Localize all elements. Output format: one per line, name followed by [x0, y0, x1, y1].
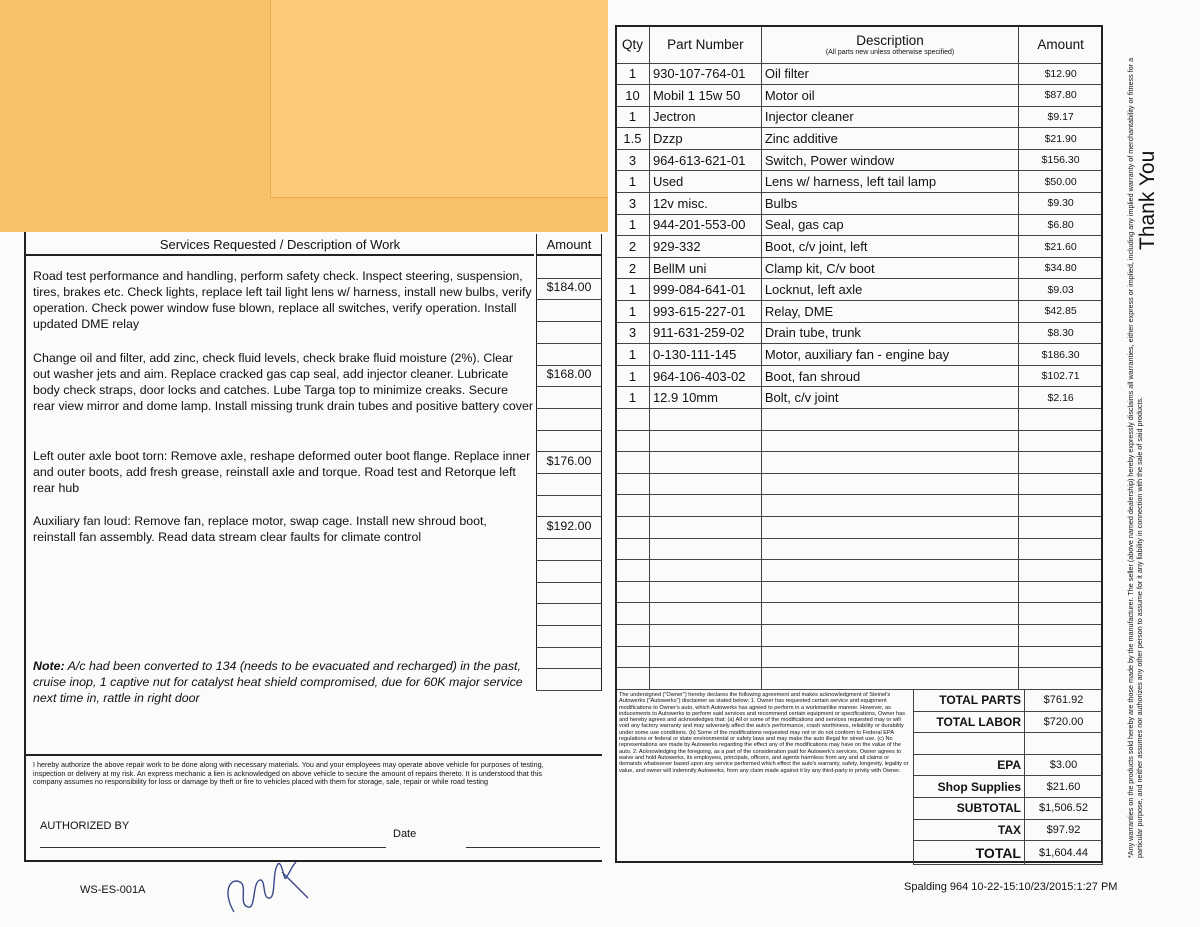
footer-stamp: Spalding 964 10-22-15:10/23/2015:1:27 PM: [904, 881, 1118, 893]
totals-row: [914, 711, 1103, 733]
part-number: [649, 538, 761, 560]
part-description: Switch, Power window: [761, 149, 1018, 171]
table-row: [616, 495, 1103, 517]
part-amount: $21.90: [1019, 128, 1103, 150]
part-amount: $9.30: [1019, 193, 1103, 215]
part-number: 944-201-553-00: [649, 214, 761, 236]
part-amount: [1019, 430, 1103, 452]
part-amount: $102.71: [1019, 365, 1103, 387]
part-amount: $12.90: [1019, 63, 1103, 85]
service-note: [33, 658, 533, 706]
table-row: [616, 63, 1103, 85]
description-header: [761, 26, 1018, 63]
service-amount: $168.00: [546, 367, 592, 381]
part-amount: [1019, 452, 1103, 474]
table-row: [616, 387, 1103, 409]
parts-table: [615, 25, 1103, 690]
part-qty: [616, 516, 650, 538]
amount-row-line: [536, 495, 602, 496]
part-amount: [1019, 668, 1103, 690]
part-qty: 1: [616, 214, 650, 236]
authorization-divider: [26, 754, 602, 756]
part-number: Mobil 1 15w 50: [649, 85, 761, 107]
part-amount: [1019, 646, 1103, 668]
part-description: Clamp kit, C/v boot: [761, 257, 1018, 279]
totals-label: SUBTOTAL: [914, 797, 1025, 819]
part-description: Seal, gas cap: [761, 214, 1018, 236]
totals-value: $97.92: [1025, 819, 1103, 841]
part-amount: $42.85: [1019, 301, 1103, 323]
part-number: 12v misc.: [649, 193, 761, 215]
amount-row-line: [536, 625, 602, 626]
part-number: [649, 473, 761, 495]
part-description: Motor oil: [761, 85, 1018, 107]
table-row: [616, 257, 1103, 279]
part-qty: 1: [616, 63, 650, 85]
part-number: 911-631-259-02: [649, 322, 761, 344]
part-number: Jectron: [649, 106, 761, 128]
description-header-label: Description: [856, 32, 924, 48]
part-description: Bulbs: [761, 193, 1018, 215]
table-row: [616, 322, 1103, 344]
part-number: 12.9 10mm: [649, 387, 761, 409]
part-description: [761, 668, 1018, 690]
part-number: 964-106-403-02: [649, 365, 761, 387]
part-qty: 2: [616, 236, 650, 258]
part-amount: $21.60: [1019, 236, 1103, 258]
table-row: [616, 624, 1103, 646]
part-description: [761, 452, 1018, 474]
totals-row: [914, 690, 1103, 712]
part-qty: 1: [616, 301, 650, 323]
table-row: [616, 301, 1103, 323]
part-number: 0-130-111-145: [649, 344, 761, 366]
totals-row: [914, 754, 1103, 776]
part-number: Dzzp: [649, 128, 761, 150]
part-qty: [616, 473, 650, 495]
part-description: [761, 473, 1018, 495]
totals-value: [1025, 733, 1103, 755]
part-number: Used: [649, 171, 761, 193]
table-row: [616, 473, 1103, 495]
totals-row: [914, 776, 1103, 798]
part-number: 964-613-621-01: [649, 149, 761, 171]
amount-row-line: [536, 451, 602, 452]
totals-label: [914, 733, 1025, 755]
part-amount: $156.30: [1019, 149, 1103, 171]
part-amount: [1019, 409, 1103, 431]
signature-line: [40, 847, 386, 848]
part-number: 929-332: [649, 236, 761, 258]
table-row: [616, 149, 1103, 171]
amount-row-line: [536, 430, 602, 431]
totals-row: [914, 841, 1103, 865]
table-row: [616, 344, 1103, 366]
services-amount-heading: Amount: [536, 234, 602, 256]
date-line: [466, 847, 600, 848]
part-number-header: Part Number: [649, 26, 761, 63]
part-qty: [616, 560, 650, 582]
totals-value: $1,604.44: [1025, 841, 1103, 865]
qty-header: Qty: [616, 26, 650, 63]
part-number: BellM uni: [649, 257, 761, 279]
part-qty: [616, 538, 650, 560]
part-amount: $34.80: [1019, 257, 1103, 279]
amount-row-line: [536, 668, 602, 669]
totals-label: TOTAL PARTS: [914, 690, 1025, 712]
table-row: [616, 581, 1103, 603]
amount-row-line: [536, 582, 602, 583]
amount-row-line: [536, 473, 602, 474]
totals-row: [914, 797, 1103, 819]
part-number: [649, 430, 761, 452]
services-heading: Services Requested / Description of Work: [26, 234, 534, 256]
part-qty: 3: [616, 322, 650, 344]
table-row: [616, 214, 1103, 236]
part-amount: [1019, 624, 1103, 646]
table-row: [616, 171, 1103, 193]
part-number: 999-084-641-01: [649, 279, 761, 301]
part-amount: $8.30: [1019, 322, 1103, 344]
part-qty: [616, 603, 650, 625]
amount-row-line: [536, 408, 602, 409]
part-description: [761, 430, 1018, 452]
part-qty: [616, 624, 650, 646]
part-number: [649, 624, 761, 646]
part-description: Zinc additive: [761, 128, 1018, 150]
part-description: Boot, c/v joint, left: [761, 236, 1018, 258]
totals-value: $3.00: [1025, 754, 1103, 776]
table-row: [616, 668, 1103, 690]
totals-label: TOTAL LABOR: [914, 711, 1025, 733]
part-qty: 3: [616, 193, 650, 215]
part-number: [649, 495, 761, 517]
part-qty: [616, 409, 650, 431]
amount-row-line: [536, 321, 602, 322]
part-qty: [616, 495, 650, 517]
note-label: Note:: [33, 659, 65, 673]
part-amount: $9.03: [1019, 279, 1103, 301]
part-qty: 1: [616, 344, 650, 366]
part-amount: [1019, 516, 1103, 538]
part-qty: 1: [616, 106, 650, 128]
amount-header: Amount: [1019, 26, 1103, 63]
part-description: Relay, DME: [761, 301, 1018, 323]
table-row: [616, 85, 1103, 107]
agreement-text: The undersigned ("Owner") hereby declares the following agreement and makes acknowledgment of Steinel's Autowerks ("Autowerks") disclaimer as stated below: 1. Owner has requested certain service and equipment modifications to Owner's auto, which Autowerks has agreed to perform in a workmanlike manner. However, as inducements to Autowerks to perform said services and recommend certain equipment or specifications, Owner has and hereby agrees and acknowledges that: (a) All or some of the modifications and services requested may or will void any factory warranty and may adversely affect the auto's performance, crash worthiness, reliability or durability under some use conditions. (b) Some of the modifications requested may not or do not conform to Federal EPA regulations or federal or state environmental or safety laws and may make the auto illegal for street use. (c) No representations are made by Autowerks regarding the effect any of the modifications may have on the value of the auto. 2. Acknowledging the foregoing, as a part of the consideration paid for Autowerk's services, Owner agrees to waive and hold Autowerks, its employees, principals, officers, and agents harmless from any and all claims or demands whatsoever based upon any service performed which effect the auto's warranty, safety, longevity, legality or value, and owner will indemnify Autowerks, from any claim made against it by any third-party in privity with Owner.: [619, 692, 909, 774]
service-item: Road test performance and handling, perform safety check. Inspect steering, suspension, tires, brakes etc. Check lights, replace left tail light lens w/ harness, install new bulbs, verify operation. Check power window fuse blown, replace all switches, verify operation. Install updated DME relay: [33, 269, 532, 331]
totals-label: Shop Supplies: [914, 776, 1025, 798]
part-qty: 2: [616, 257, 650, 279]
table-row: [616, 193, 1103, 215]
part-qty: [616, 668, 650, 690]
date-label: Date: [393, 828, 417, 840]
part-amount: [1019, 538, 1103, 560]
totals-value: $1,506.52: [1025, 797, 1103, 819]
service-item: Change oil and filter, add zinc, check fluid levels, check brake fluid moisture (2%). Clear out washer jets and aim. Replace cracked gas cap seal, add injector cleaner. Lubricate body check straps, door locks and catches. Lube Targa top to minimize creaks. Secure rear view mirror and dome lamp. Install missing trunk drain tubes and positive battery cover: [33, 351, 533, 413]
thank-you-text: Thank You: [1136, 150, 1159, 250]
warranty-disclaimer: *Any warranties on the products sold hereby are those made by the manufacturer. The seller (above named dealership) hereby expressly disclaims all warranties, either express or implied, including any implied warranty of merchantability or fitness for a particular purpose, and neither assumes nor authorizes any other person to assume for it any liability in connection with the sale of said products.: [1126, 57, 1144, 858]
totals-value: $21.60: [1025, 776, 1103, 798]
part-description: Injector cleaner: [761, 106, 1018, 128]
totals-label: TOTAL: [914, 841, 1025, 865]
part-qty: 10: [616, 85, 650, 107]
table-row: [616, 560, 1103, 582]
totals-label: EPA: [914, 754, 1025, 776]
part-description: Oil filter: [761, 63, 1018, 85]
part-qty: 1: [616, 387, 650, 409]
part-number: [649, 603, 761, 625]
part-qty: 1: [616, 365, 650, 387]
part-number: [649, 646, 761, 668]
part-amount: $9.17: [1019, 106, 1103, 128]
sticky-note-overlay: [270, 0, 608, 198]
amount-row-line: [536, 603, 602, 604]
part-amount: $87.80: [1019, 85, 1103, 107]
part-amount: [1019, 603, 1103, 625]
part-qty: 1: [616, 171, 650, 193]
part-amount: $186.30: [1019, 344, 1103, 366]
table-row: [616, 365, 1103, 387]
part-amount: [1019, 473, 1103, 495]
part-description: [761, 409, 1018, 431]
part-description: Locknut, left axle: [761, 279, 1018, 301]
table-row: [616, 516, 1103, 538]
amount-row-line: [536, 560, 602, 561]
part-number: [649, 668, 761, 690]
table-row: [616, 128, 1103, 150]
part-description: [761, 646, 1018, 668]
part-amount: $6.80: [1019, 214, 1103, 236]
part-description: Motor, auxiliary fan - engine bay: [761, 344, 1018, 366]
part-number: 930-107-764-01: [649, 63, 761, 85]
part-amount: [1019, 560, 1103, 582]
part-number: [649, 452, 761, 474]
part-description: [761, 560, 1018, 582]
service-amount: $184.00: [546, 280, 592, 294]
table-row: [616, 409, 1103, 431]
amount-row-line: [536, 278, 602, 279]
amount-row-line: [536, 538, 602, 539]
amount-row-line: [536, 386, 602, 387]
part-description: [761, 581, 1018, 603]
part-qty: 1: [616, 279, 650, 301]
amount-row-line: [536, 343, 602, 344]
amount-row-line: [536, 690, 602, 691]
form-code: WS-ES-001A: [80, 884, 146, 896]
part-number: [649, 516, 761, 538]
part-qty: 1.5: [616, 128, 650, 150]
part-description: [761, 624, 1018, 646]
service-item: Left outer axle boot torn: Remove axle, reshape deformed outer boot flange. Replace inner and outer boots, add fresh grease, reinstall axle and torque. Road test and Retorque left rear hub: [33, 449, 531, 495]
totals-table: [913, 689, 1103, 865]
totals-row: [914, 733, 1103, 755]
part-amount: [1019, 581, 1103, 603]
amount-row-line: [536, 647, 602, 648]
table-row: [616, 452, 1103, 474]
authorized-by-label: AUTHORIZED BY: [40, 820, 130, 832]
totals-value: $761.92: [1025, 690, 1103, 712]
service-amount: $192.00: [546, 519, 592, 533]
part-qty: [616, 430, 650, 452]
part-amount: [1019, 495, 1103, 517]
part-qty: [616, 452, 650, 474]
part-description: [761, 603, 1018, 625]
totals-label: TAX: [914, 819, 1025, 841]
part-description: Drain tube, trunk: [761, 322, 1018, 344]
part-description: [761, 538, 1018, 560]
part-amount: $2.16: [1019, 387, 1103, 409]
note-text: A/c had been converted to 134 (needs to be evacuated and recharged) in the past, cruise inop, 1 captive nut for catalyst heat shield compromised, due for 60K major service next time in, rattle in right door: [33, 659, 523, 705]
table-row: [616, 538, 1103, 560]
part-qty: 3: [616, 149, 650, 171]
authorization-text: I hereby authorize the above repair work to be done along with necessary materials. You and your employees may operate above vehicle for purposes of testing, inspection or delivery at my risk. An express mechanic a lien is acknowledged on above vehicle to secure the amount of repairs thereto. It is understood that this company assumes no responsibility for loss or damage by theft or fire to vehicles placed with them for storage, sale, repair or while road testing: [33, 760, 544, 786]
amount-row-line: [536, 299, 602, 300]
part-description: Bolt, c/v joint: [761, 387, 1018, 409]
handwritten-signature: [212, 852, 312, 922]
part-description: [761, 516, 1018, 538]
part-description: [761, 495, 1018, 517]
table-row: [616, 236, 1103, 258]
table-row: [616, 279, 1103, 301]
part-description: Lens w/ harness, left tail lamp: [761, 171, 1018, 193]
service-item: Auxiliary fan loud: Remove fan, replace motor, swap cage. Install new shroud boot, reinstall fan assembly. Read data stream clear faults for climate control: [33, 514, 487, 544]
part-number: [649, 581, 761, 603]
table-row: [616, 603, 1103, 625]
amount-row-line: [536, 365, 602, 366]
part-amount: $50.00: [1019, 171, 1103, 193]
totals-value: $720.00: [1025, 711, 1103, 733]
totals-row: [914, 819, 1103, 841]
table-row: [616, 646, 1103, 668]
service-amount: $176.00: [546, 454, 592, 468]
table-row: [616, 106, 1103, 128]
part-qty: [616, 581, 650, 603]
part-number: 993-615-227-01: [649, 301, 761, 323]
part-qty: [616, 646, 650, 668]
amount-row-line: [536, 516, 602, 517]
part-number: [649, 560, 761, 582]
description-subheader: (All parts new unless otherwise specified): [825, 48, 955, 56]
part-number: [649, 409, 761, 431]
part-description: Boot, fan shroud: [761, 365, 1018, 387]
table-row: [616, 430, 1103, 452]
